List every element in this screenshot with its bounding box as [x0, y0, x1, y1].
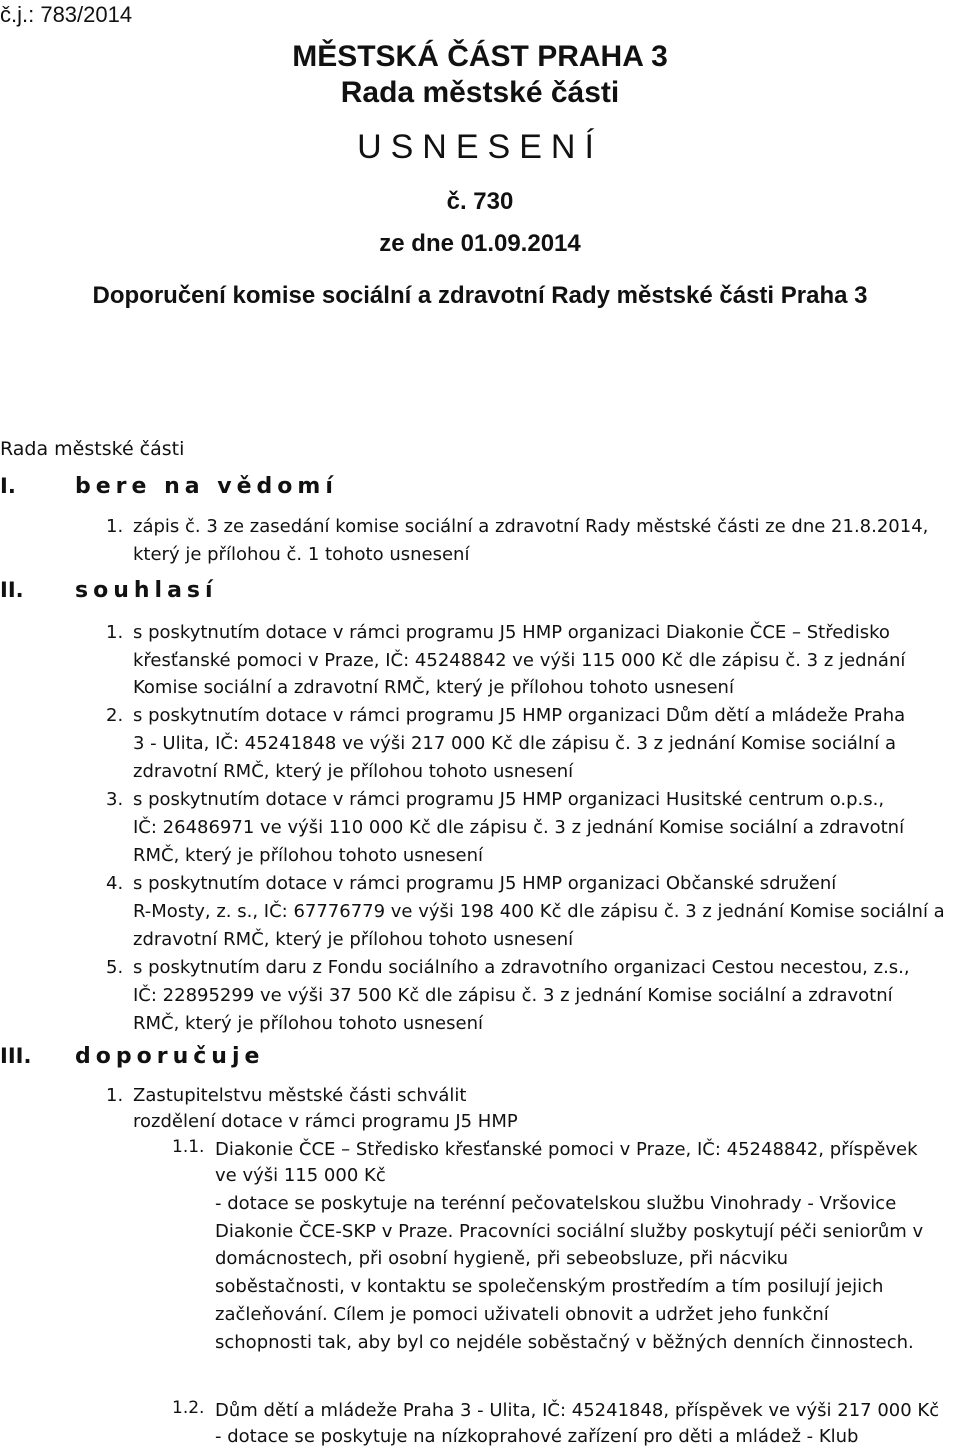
item-number: 3. [106, 789, 124, 810]
subitem-line: Dům dětí a mládeže Praha 3 - Ulita, IČ: 45241848, příspěvek ve výši 217 000 Kč [215, 1400, 940, 1421]
item-line: Zastupitelstvu městské části schválit [133, 1085, 467, 1106]
section-numeral-i: I. [0, 474, 16, 498]
reference-number: č.j.: 783/2014 [0, 2, 133, 27]
subitem-number: 1.1. [172, 1137, 205, 1157]
intro-text: Rada městské části [0, 438, 185, 460]
district-title: MĚSTSKÁ ČÁST PRAHA 3 [292, 40, 668, 73]
council-title: Rada městské části [340, 76, 620, 109]
item-number: 1. [106, 622, 124, 643]
section-numeral-ii: II. [0, 578, 24, 602]
item-line: s poskytnutím daru z Fondu sociálního a zdravotního organizaci Cestou necestou, z.s., [133, 957, 910, 978]
item-line: RMČ, který je přílohou tohoto usnesení [133, 1013, 483, 1034]
section-heading-iii: doporučuje [75, 1044, 265, 1069]
subitem-number: 1.2. [172, 1398, 205, 1418]
resolution-subject: Doporučení komise sociální a zdravotní Rady městské části Praha 3 [92, 282, 868, 309]
resolution-number: č. 730 [446, 188, 514, 215]
item-line: s poskytnutím dotace v rámci programu J5 HMP organizaci Občanské sdružení [133, 873, 837, 894]
subitem-line: Diakonie ČCE-SKP v Praze. Pracovníci sociální služby poskytují péči seniorům v [215, 1221, 924, 1242]
item-line: zdravotní RMČ, který je přílohou tohoto usnesení [133, 929, 574, 950]
item-line: zdravotní RMČ, který je přílohou tohoto usnesení [133, 761, 574, 782]
item-line: s poskytnutím dotace v rámci programu J5 HMP organizaci Husitské centrum o.p.s., [133, 789, 885, 810]
subitem-line: soběstačnosti, v kontaktu se společenským prostředím a tím posilují jejich [215, 1276, 884, 1297]
subitem-line: schopnosti tak, aby byl co nejdéle soběstačný v běžných denních činnostech. [215, 1332, 914, 1353]
item-line: rozdělení dotace v rámci programu J5 HMP [133, 1111, 518, 1132]
item-number: 1. [106, 1085, 124, 1106]
subitem-line: začleňování. Cílem je pomoci uživateli obnovit a udržet jeho funkční [215, 1304, 829, 1325]
item-line: který je přílohou č. 1 tohoto usnesení [133, 544, 470, 565]
resolution-date: ze dne 01.09.2014 [379, 230, 581, 257]
item-line: zápis č. 3 ze zasedání komise sociální a zdravotní Rady městské části ze dne 21.8.2014, [133, 516, 929, 537]
item-number: 1. [106, 516, 124, 537]
item-line: R-Mosty, z. s., IČ: 67776779 ve výši 198 400 Kč dle zápisu č. 3 z jednání Komise sociální a [133, 901, 945, 922]
item-line: IČ: 22895299 ve výši 37 500 Kč dle zápisu č. 3 z jednání Komise sociální a zdravotní [133, 985, 893, 1006]
subitem-line: Diakonie ČCE – Středisko křesťanské pomoci v Praze, IČ: 45248842, příspěvek [215, 1139, 918, 1160]
section-heading-i: bere na vědomí [75, 474, 338, 499]
subitem-line: - dotace se poskytuje na terénní pečovatelskou službu Vinohrady - Vršovice [215, 1193, 897, 1214]
item-line: křesťanské pomoci v Praze, IČ: 45248842 ve výši 115 000 Kč dle zápisu č. 3 z jednání [133, 650, 906, 671]
resolution-title: USNESENÍ [357, 128, 603, 166]
item-line: Komise sociální a zdravotní RMČ, který je přílohou tohoto usnesení [133, 677, 734, 698]
item-line: s poskytnutím dotace v rámci programu J5 HMP organizaci Dům dětí a mládeže Praha [133, 705, 906, 726]
section-numeral-iii: III. [0, 1044, 32, 1068]
item-number: 4. [106, 873, 124, 894]
item-number: 5. [106, 957, 124, 978]
item-number: 2. [106, 705, 124, 726]
subitem-line: ve výši 115 000 Kč [215, 1165, 386, 1186]
item-line: 3 - Ulita, IČ: 45241848 ve výši 217 000 Kč dle zápisu č. 3 z jednání Komise sociální a [133, 733, 897, 754]
subitem-line: - dotace se poskytuje na nízkoprahové zařízení pro děti a mládež - Klub [215, 1426, 859, 1447]
item-line: s poskytnutím dotace v rámci programu J5 HMP organizaci Diakonie ČCE – Středisko [133, 622, 890, 643]
item-line: IČ: 26486971 ve výši 110 000 Kč dle zápisu č. 3 z jednání Komise sociální a zdravotní [133, 817, 905, 838]
item-line: RMČ, který je přílohou tohoto usnesení [133, 845, 483, 866]
section-heading-ii: souhlasí [75, 578, 218, 603]
subitem-line: domácnostech, při osobní hygieně, při sebeobsluze, při nácviku [215, 1248, 789, 1269]
